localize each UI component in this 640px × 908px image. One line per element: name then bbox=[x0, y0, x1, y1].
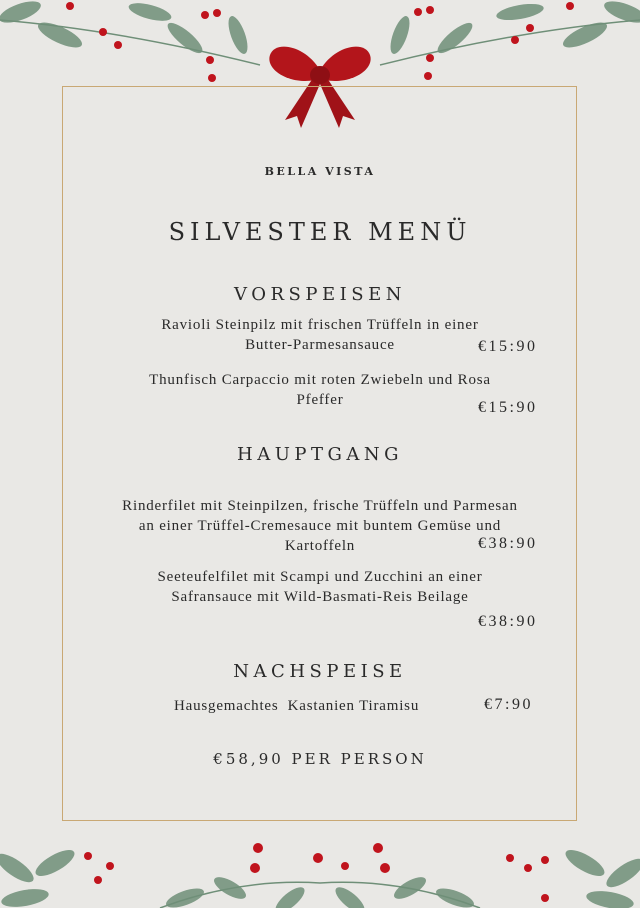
dish-line: Butter-Parmesansauce bbox=[245, 337, 395, 353]
bottom-foliage-decoration bbox=[0, 838, 640, 908]
dish-price: €15:90 bbox=[478, 338, 538, 355]
dish-line: Kartoffeln bbox=[284, 538, 356, 554]
dish-line: an einer Trüffel-Cremesauce mit buntem Gemüse und bbox=[138, 518, 502, 534]
section-heading-vorspeisen: VORSPEISEN bbox=[234, 284, 406, 305]
restaurant-name: BELLA VISTA bbox=[264, 165, 376, 178]
dish-price: €7:90 bbox=[484, 696, 533, 713]
dish-line: Safransauce mit Wild-Basmati-Reis Beilage bbox=[171, 589, 469, 605]
dish-line: Rinderfilet mit Steinpilzen, frische Trüffeln und Parmesan bbox=[122, 498, 518, 514]
dish-line: Seeteufelfilet mit Scampi und Zucchini an einer bbox=[157, 569, 483, 585]
section-heading-nachspeise: NACHSPEISE bbox=[233, 661, 407, 682]
price-per-person: €58,90 PER PERSON bbox=[213, 750, 427, 768]
dish-price: €38:90 bbox=[478, 535, 538, 552]
dish-line: Hausgemachtes Kastanien Tiramisu bbox=[174, 698, 420, 714]
dish-price: €38:90 bbox=[478, 613, 538, 630]
dish-price: €15:90 bbox=[478, 399, 538, 416]
dish-line: Ravioli Steinpilz mit frischen Trüffeln in einer bbox=[161, 317, 479, 333]
dish-line: Pfeffer bbox=[296, 392, 344, 408]
dish-line: Thunfisch Carpaccio mit roten Zwiebeln und Rosa bbox=[149, 372, 491, 388]
section-heading-hauptgang: HAUPTGANG bbox=[237, 444, 403, 465]
menu-title: SILVESTER MENÜ bbox=[168, 218, 472, 246]
